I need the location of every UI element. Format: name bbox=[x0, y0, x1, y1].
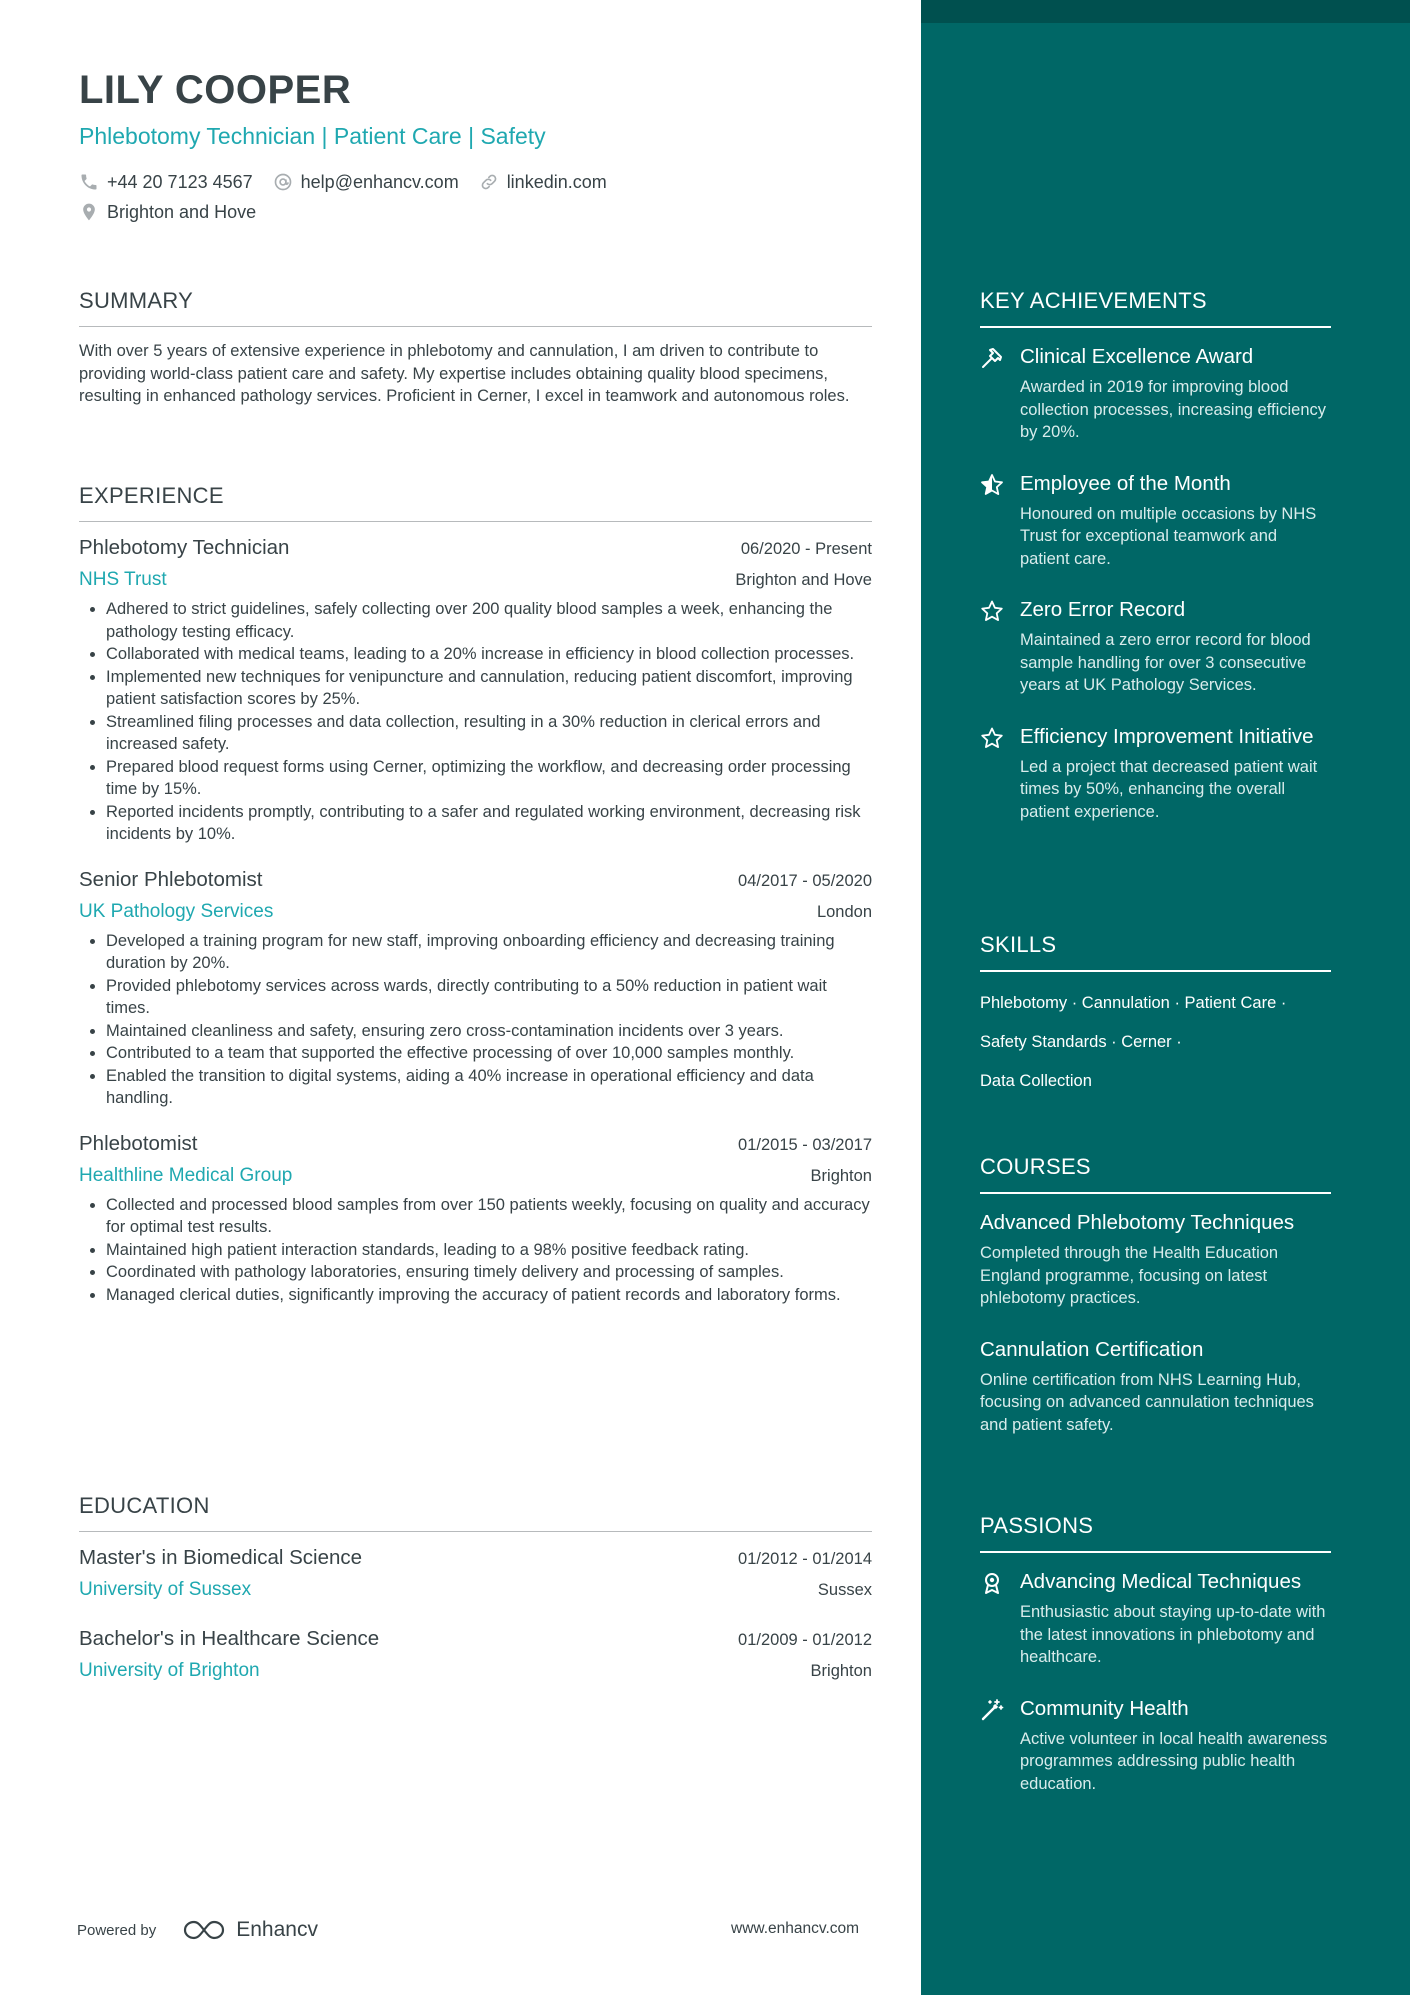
achievements-title: Zero Error Record bbox=[1020, 598, 1186, 621]
achievements-item bbox=[980, 471, 1331, 571]
job-bullet: • Implemented new techniques for venipuncture and cannulation, reducing patient discomfort, improving patient satisfaction scores by 25%. bbox=[106, 666, 872, 711]
education-school: University of Brighton bbox=[79, 1660, 260, 1681]
education-school: University of Sussex bbox=[79, 1579, 252, 1600]
education-section bbox=[79, 1493, 872, 1682]
job-company-row bbox=[79, 901, 872, 923]
summary-heading: SUMMARY bbox=[79, 288, 872, 327]
experience-section bbox=[79, 483, 872, 1306]
phone-text: +44 20 7123 4567 bbox=[107, 171, 253, 192]
job-bullet: • Managed clerical duties, significantly improving the accuracy of patient records and laboratory forms. bbox=[106, 1284, 872, 1307]
achievements-item bbox=[980, 597, 1331, 697]
passions-title: Advancing Medical Techniques bbox=[1020, 1570, 1302, 1593]
skills-line: Data Collection bbox=[980, 1072, 1092, 1090]
phone-icon bbox=[79, 172, 99, 192]
courses-section bbox=[980, 1154, 1331, 1436]
job-bullets bbox=[79, 598, 872, 846]
enhancv-logo[interactable] bbox=[182, 1918, 318, 1942]
sidebar-top-bar bbox=[921, 0, 1410, 23]
education-dates: 01/2009 - 01/2012 bbox=[738, 1631, 872, 1649]
candidate-title: Phlebotomy Technician | Patient Care | Safety bbox=[79, 123, 546, 149]
passions-body bbox=[1020, 1696, 1331, 1796]
job-entry bbox=[79, 536, 872, 846]
job-header-row bbox=[79, 536, 872, 560]
powered-by-label: Powered by bbox=[77, 1921, 157, 1939]
job-company-row bbox=[79, 1165, 872, 1187]
education-school-row bbox=[79, 1660, 872, 1682]
contact-email[interactable] bbox=[273, 172, 459, 193]
achievements-desc: Maintained a zero error record for blood sample handling for over 3 consecutive years at UK Pathology Services. bbox=[1020, 631, 1311, 694]
star-icon bbox=[980, 726, 1004, 750]
education-header-row bbox=[79, 1546, 872, 1570]
passions-desc: Enthusiastic about staying up-to-date with the latest innovations in phlebotomy and healthcare. bbox=[1020, 1603, 1326, 1666]
education-list bbox=[79, 1546, 872, 1682]
education-degree: Bachelor's in Healthcare Science bbox=[79, 1627, 380, 1650]
candidate-name: LILY COOPER bbox=[79, 68, 352, 112]
skills-line: Phlebotomy · Cannulation · Patient Care · bbox=[980, 994, 1287, 1012]
achievements-item bbox=[980, 724, 1331, 824]
course-desc: Completed through the Health Education England programme, focusing on latest phlebotomy practices. bbox=[980, 1244, 1279, 1307]
education-header-row bbox=[79, 1627, 872, 1651]
passions-title: Community Health bbox=[1020, 1696, 1189, 1720]
achievements-list bbox=[980, 344, 1331, 823]
education-location: Sussex bbox=[817, 1581, 872, 1599]
contact-phone bbox=[79, 172, 253, 193]
location-pin-icon bbox=[79, 202, 99, 222]
half-star-icon bbox=[980, 473, 1004, 497]
skills-heading: SKILLS bbox=[980, 932, 1331, 972]
skills-list bbox=[980, 984, 1331, 1101]
job-location: Brighton bbox=[810, 1166, 872, 1185]
job-bullet: • Prepared blood request forms using Cerner, optimizing the workflow, and decreasing order processing time by 15%. bbox=[106, 756, 872, 801]
job-bullet: • Streamlined filing processes and data collection, resulting in a 30% reduction in clerical errors and increased safety. bbox=[106, 711, 872, 756]
experience-heading: EXPERIENCE bbox=[79, 483, 872, 522]
job-title: Phlebotomist bbox=[79, 1131, 198, 1155]
achievements-body bbox=[1020, 724, 1331, 824]
footer-website[interactable]: www.enhancv.com bbox=[731, 1920, 860, 1937]
achievements-body bbox=[1020, 597, 1331, 697]
course-title: Advanced Phlebotomy Techniques bbox=[980, 1211, 1295, 1234]
education-location: Brighton bbox=[810, 1662, 872, 1680]
link-icon bbox=[479, 172, 499, 192]
achievements-desc: Honoured on multiple occasions by NHS Trust for exceptional teamwork and patient care. bbox=[1020, 504, 1317, 568]
job-dates: 06/2020 - Present bbox=[740, 540, 872, 558]
job-list bbox=[79, 536, 872, 1306]
linkedin-link[interactable]: linkedin.com bbox=[506, 171, 607, 192]
job-dates: 01/2015 - 03/2017 bbox=[738, 1135, 872, 1154]
education-school-row bbox=[79, 1579, 872, 1601]
job-bullet: • Enabled the transition to digital systems, aiding a 40% increase in operational efficiency and data handling. bbox=[106, 1065, 872, 1110]
magic-wand-icon bbox=[980, 1698, 1004, 1722]
job-bullet: • Adhered to strict guidelines, safely collecting over 200 quality blood samples a week, enhancing the pathology testing efficacy. bbox=[106, 598, 872, 643]
passions-item bbox=[980, 1569, 1331, 1669]
course-item bbox=[980, 1337, 1331, 1437]
job-bullet: • Maintained high patient interaction standards, leading to a 98% positive feedback rating. bbox=[106, 1239, 872, 1262]
award-medal-icon bbox=[980, 1571, 1004, 1595]
brand-name: Enhancv bbox=[236, 1918, 318, 1941]
enhancv-logo-icon bbox=[182, 1918, 228, 1942]
job-bullet: • Provided phlebotomy services across wards, directly contributing to a 50% reduction in patient wait times. bbox=[106, 975, 872, 1020]
job-bullet: • Reported incidents promptly, contributing to a safer and regulated working environment, decreasing risk incidents by 10%. bbox=[106, 801, 872, 846]
courses-list bbox=[980, 1210, 1331, 1436]
footer-powered-by bbox=[77, 1918, 318, 1942]
courses-heading: COURSES bbox=[980, 1154, 1331, 1194]
achievements-desc: Led a project that decreased patient wait times by 50%, enhancing the overall patient experience. bbox=[1020, 757, 1318, 821]
education-heading: EDUCATION bbox=[79, 1493, 872, 1532]
job-bullet: • Collaborated with medical teams, leading to a 20% increase in efficiency in blood collection processes. bbox=[106, 643, 872, 666]
summary-section bbox=[79, 288, 872, 408]
passions-section bbox=[980, 1513, 1331, 1795]
email-link[interactable]: help@enhancv.com bbox=[300, 171, 459, 192]
job-title: Phlebotomy Technician bbox=[79, 536, 290, 559]
achievements-item bbox=[980, 344, 1331, 444]
job-header-row bbox=[79, 868, 872, 892]
job-entry bbox=[79, 1132, 872, 1307]
education-degree: Master's in Biomedical Science bbox=[79, 1546, 363, 1569]
job-location: Brighton and Hove bbox=[735, 571, 872, 589]
job-location: London bbox=[816, 902, 872, 921]
job-company: NHS Trust bbox=[79, 569, 167, 590]
course-item bbox=[980, 1210, 1331, 1310]
education-dates: 01/2012 - 01/2014 bbox=[738, 1550, 872, 1568]
job-bullets bbox=[79, 1194, 872, 1307]
job-dates: 04/2017 - 05/2020 bbox=[738, 871, 872, 890]
achievements-title: Employee of the Month bbox=[1020, 471, 1231, 495]
passions-list bbox=[980, 1569, 1331, 1795]
achievements-section bbox=[980, 288, 1331, 823]
job-bullets bbox=[79, 930, 872, 1110]
course-title: Cannulation Certification bbox=[980, 1337, 1204, 1361]
course-desc: Online certification from NHS Learning Hub, focusing on advanced cannulation techniques and patient safety. bbox=[980, 1370, 1314, 1434]
job-entry bbox=[79, 868, 872, 1110]
at-icon bbox=[273, 172, 293, 192]
education-entry bbox=[79, 1627, 872, 1682]
job-bullet: • Coordinated with pathology laboratories, ensuring timely delivery and processing of samples. bbox=[106, 1261, 872, 1284]
achievements-body bbox=[1020, 344, 1331, 444]
hammer-icon bbox=[980, 346, 1004, 370]
skills-section bbox=[980, 932, 1331, 1101]
achievements-title: Clinical Excellence Award bbox=[1020, 345, 1254, 368]
job-bullet: • Contributed to a team that supported the effective processing of over 10,000 samples monthly. bbox=[106, 1042, 872, 1065]
passions-desc: Active volunteer in local health awareness programmes addressing public health education. bbox=[1020, 1729, 1328, 1793]
contact-location bbox=[79, 202, 256, 223]
job-header-row bbox=[79, 1132, 872, 1156]
contact-linkedin[interactable] bbox=[479, 172, 607, 193]
passions-heading: PASSIONS bbox=[980, 1513, 1331, 1553]
job-bullet: • Maintained cleanliness and safety, ensuring zero cross-contamination incidents over 3 years. bbox=[106, 1020, 872, 1043]
location-text: Brighton and Hove bbox=[107, 201, 257, 222]
achievements-body bbox=[1020, 471, 1331, 571]
job-bullet: • Collected and processed blood samples from over 150 patients weekly, focusing on quality and accuracy for optimal test results. bbox=[106, 1194, 872, 1239]
job-bullet: • Developed a training program for new staff, improving onboarding efficiency and decreasing training duration by 20%. bbox=[106, 930, 872, 975]
achievements-title: Efficiency Improvement Initiative bbox=[1020, 724, 1314, 748]
job-company: Healthline Medical Group bbox=[79, 1164, 293, 1186]
achievements-desc: Awarded in 2019 for improving blood collection processes, increasing efficiency by 20%. bbox=[1020, 378, 1327, 441]
contact-info bbox=[79, 170, 879, 230]
job-company-row bbox=[79, 569, 872, 591]
job-company: UK Pathology Services bbox=[79, 900, 274, 922]
education-entry bbox=[79, 1546, 872, 1601]
passions-body bbox=[1020, 1569, 1331, 1669]
star-icon bbox=[980, 599, 1004, 623]
summary-text: With over 5 years of extensive experience in phlebotomy and cannulation, I am driven to contribute to providing world-class patient care and safety. My expertise includes obtaining quality blood specimens, resulting in enhanced pathology services. Proficient in Cerner, I excel in teamwork and autonomous roles. bbox=[79, 342, 850, 405]
job-title: Senior Phlebotomist bbox=[79, 867, 263, 891]
passions-item bbox=[980, 1696, 1331, 1796]
achievements-heading: KEY ACHIEVEMENTS bbox=[980, 288, 1331, 328]
skills-line: Safety Standards · Cerner · bbox=[980, 1033, 1182, 1051]
